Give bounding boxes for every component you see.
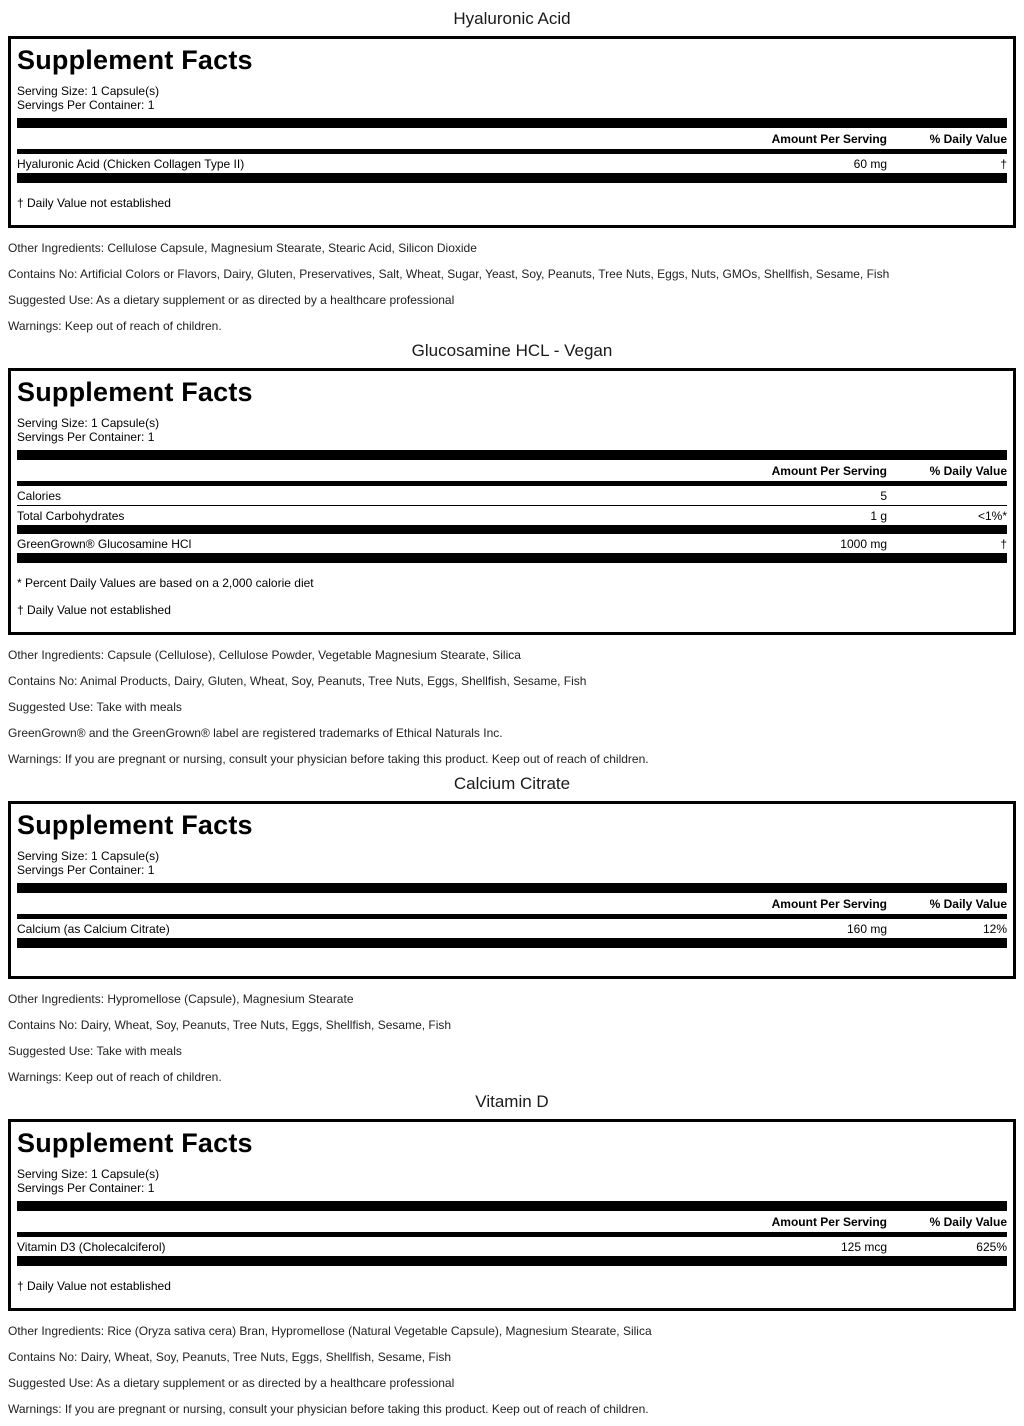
percent-daily-value-footnote: * Percent Daily Values are based on a 2,000 calorie diet [17,576,314,590]
suggested-use-text: Suggested Use: Take with meals [8,700,182,714]
other-ingredients-text: Other Ingredients: Hypromellose (Capsule), Magnesium Stearate [8,992,354,1006]
daily-value-header: % Daily Value [929,464,1007,478]
servings-per-container-text: Servings Per Container: 1 [17,430,155,444]
other-ingredients-text: Other Ingredients: Cellulose Capsule, Magnesium Stearate, Stearic Acid, Silicon Dioxide [8,241,477,255]
serving-size-text: Serving Size: 1 Capsule(s) [17,1167,160,1181]
warnings-text: Warnings: If you are pregnant or nursing, consult your physician before taking this product. Keep out of reach of children. [8,752,649,766]
table-header-row [17,128,1007,149]
nutrient-daily-value: † [1000,537,1007,551]
section-hyaluronic-acid [8,9,1016,333]
thick-divider [17,883,1007,893]
section-calcium-citrate [8,774,1016,1084]
daily-value-header: % Daily Value [929,897,1007,911]
table-header-row [17,1211,1007,1232]
contains-no-text: Contains No: Animal Products, Dairy, Gluten, Wheat, Soy, Peanuts, Tree Nuts, Eggs, Shellfish, Sesame, Fish [8,674,587,688]
contains-no-text: Contains No: Dairy, Wheat, Soy, Peanuts, Tree Nuts, Eggs, Shellfish, Sesame, Fish [8,1350,452,1364]
product-title-hyaluronic-acid: Hyaluronic Acid [453,9,571,28]
nutrient-row [17,919,1007,938]
medium-divider [17,525,1007,534]
daily-value-header: % Daily Value [929,132,1007,146]
warnings-text: Warnings: Keep out of reach of children. [8,319,222,333]
supplement-facts-panel [8,368,1016,635]
table-header-row [17,893,1007,914]
serving-size-text: Serving Size: 1 Capsule(s) [17,849,160,863]
daily-value-footnote: † Daily Value not established [17,603,171,617]
nutrient-name: Vitamin D3 (Cholecalciferol) [17,1240,166,1254]
nutrient-daily-value: <1%* [977,509,1007,523]
thick-divider [17,173,1007,183]
warnings-text: Warnings: Keep out of reach of children. [8,1070,222,1084]
other-ingredients-text: Other Ingredients: Capsule (Cellulose), Cellulose Powder, Vegetable Magnesium Stearate, Silica [8,648,521,662]
daily-value-footnote: † Daily Value not established [17,196,171,210]
nutrient-name: Calories [17,489,62,503]
nutrient-amount: 1000 mg [840,537,887,551]
nutrient-amount: 160 mg [846,922,887,936]
serving-size-text: Serving Size: 1 Capsule(s) [17,416,160,430]
daily-value-footnote: † Daily Value not established [17,1279,171,1293]
nutrient-name: Hyaluronic Acid (Chicken Collagen Type II) [17,157,245,171]
nutrient-daily-value: 625% [976,1240,1007,1254]
nutrient-daily-value: 12% [982,922,1007,936]
warnings-text: Warnings: If you are pregnant or nursing, consult your physician before taking this product. Keep out of reach of children. [8,1402,649,1416]
nutrient-amount: 1 g [870,509,887,523]
amount-per-serving-header: Amount Per Serving [771,1215,887,1229]
nutrient-row-glucosamine [17,534,1007,553]
nutrient-name: Calcium (as Calcium Citrate) [17,922,170,936]
suggested-use-text: Suggested Use: As a dietary supplement or as directed by a healthcare professional [8,293,455,307]
suggested-use-text: Suggested Use: As a dietary supplement or as directed by a healthcare professional [8,1376,455,1390]
nutrient-daily-value: † [1000,157,1007,171]
product-title-calcium-citrate: Calcium Citrate [453,774,571,793]
contains-no-text: Contains No: Dairy, Wheat, Soy, Peanuts, Tree Nuts, Eggs, Shellfish, Sesame, Fish [8,1018,452,1032]
thick-divider [17,1256,1007,1266]
amount-per-serving-header: Amount Per Serving [771,897,887,911]
supplement-facts-panel [8,1119,1016,1311]
supplement-facts-heading: Supplement Facts [17,45,253,75]
daily-value-header: % Daily Value [929,1215,1007,1229]
nutrient-amount: 5 [880,489,887,503]
amount-per-serving-header: Amount Per Serving [771,132,887,146]
thick-divider [17,938,1007,948]
product-title-vitamin-d: Vitamin D [475,1092,549,1111]
other-ingredients-text: Other Ingredients: Rice (Oryza sativa cera) Bran, Hypromellose (Natural Vegetable Capsule), Magnesium Stearate, Silica [8,1324,652,1338]
supplement-facts-panel [8,801,1016,979]
nutrient-row [17,1237,1007,1256]
amount-per-serving-header: Amount Per Serving [771,464,887,478]
nutrient-row-calories [17,486,1007,505]
nutrient-row-carbohydrates [17,506,1007,525]
supplement-facts-heading: Supplement Facts [17,810,253,840]
contains-no-text: Contains No: Artificial Colors or Flavors, Dairy, Gluten, Preservatives, Salt, Wheat, Sugar, Yeast, Soy, Peanuts, Tree Nuts, Eggs, Nuts, GMOs, Shellfish, Sesame, Fish [8,267,890,281]
product-title-glucosamine-hcl: Glucosamine HCL - Vegan [411,341,613,360]
nutrient-name: GreenGrown® Glucosamine HCl [17,537,192,551]
thick-divider [17,1201,1007,1211]
nutrient-name: Total Carbohydrates [17,509,125,523]
nutrient-amount: 60 mg [853,157,887,171]
section-vitamin-d [8,1092,1016,1416]
supplement-facts-heading: Supplement Facts [17,377,253,407]
suggested-use-text: Suggested Use: Take with meals [8,1044,182,1058]
trademark-text: GreenGrown® and the GreenGrown® label are registered trademarks of Ethical Naturals Inc. [8,726,503,740]
serving-size-text: Serving Size: 1 Capsule(s) [17,84,160,98]
nutrient-amount: 125 mcg [840,1240,887,1254]
table-header-row [17,460,1007,481]
supplement-facts-panel [8,36,1016,228]
supplement-facts-heading: Supplement Facts [17,1128,253,1158]
servings-per-container-text: Servings Per Container: 1 [17,1181,155,1195]
thick-divider [17,450,1007,460]
thick-divider [17,553,1007,563]
servings-per-container-text: Servings Per Container: 1 [17,98,155,112]
panel-bottom-spacer [17,948,1007,961]
nutrient-row [17,154,1007,173]
servings-per-container-text: Servings Per Container: 1 [17,863,155,877]
thick-divider [17,118,1007,128]
section-glucosamine-hcl [8,341,1016,766]
